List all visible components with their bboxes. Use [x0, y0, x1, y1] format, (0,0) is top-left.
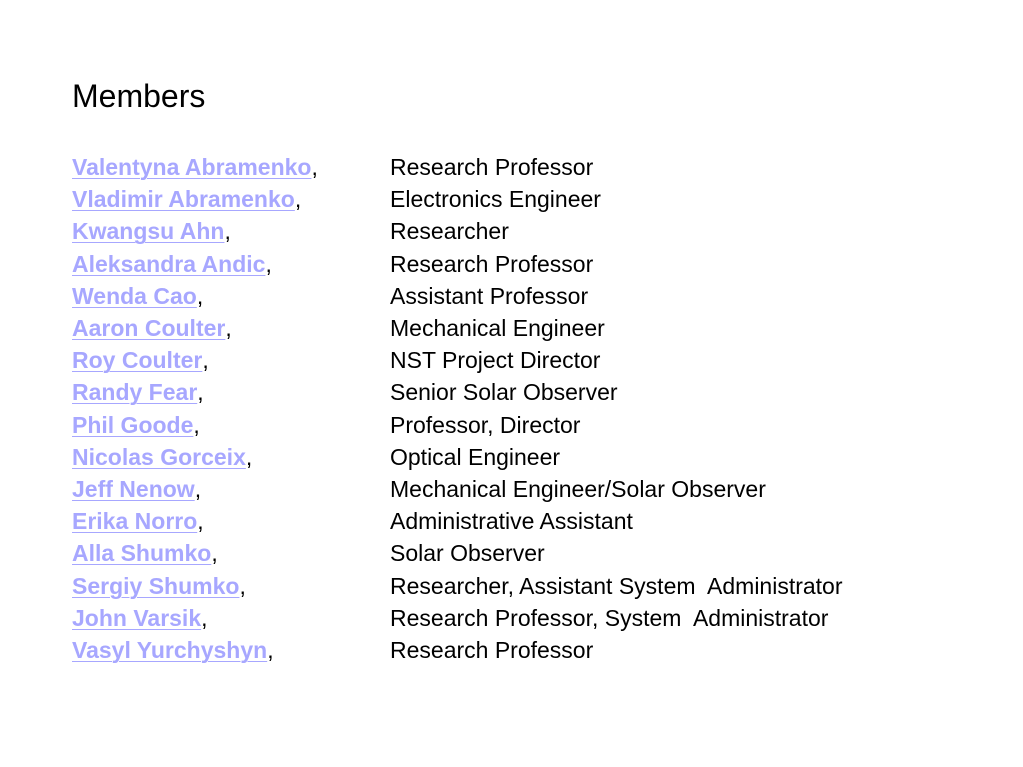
member-role: Senior Solar Observer [390, 379, 618, 406]
member-row [72, 312, 972, 344]
member-name-link[interactable]: Kwangsu Ahn [72, 218, 225, 245]
member-role: Mechanical Engineer [390, 315, 605, 342]
member-separator: , [193, 411, 200, 438]
member-role: Research Professor, System Administrator [390, 604, 829, 631]
member-name-link[interactable]: Nicolas Gorceix [72, 443, 246, 470]
member-name-cell [72, 248, 390, 280]
member-separator: , [265, 250, 272, 277]
member-row [72, 634, 972, 666]
member-role: NST Project Director [390, 347, 601, 374]
member-row [72, 537, 972, 569]
member-name-link[interactable]: Valentyna Abramenko [72, 154, 312, 181]
member-separator: , [245, 443, 253, 470]
member-name-cell [72, 280, 390, 312]
member-name-link[interactable]: Aaron Coulter [72, 315, 226, 342]
member-separator: , [225, 315, 232, 342]
member-separator: , [197, 379, 204, 406]
member-name-link[interactable]: Jeff Nenow [72, 475, 195, 502]
member-name-cell [72, 376, 390, 408]
member-name-cell [72, 441, 390, 473]
member-role: Research Professor [390, 154, 594, 181]
member-row [72, 151, 972, 183]
member-row [72, 409, 972, 441]
member-name-link[interactable]: Vladimir Abramenko [72, 186, 295, 213]
member-separator: , [202, 347, 209, 374]
member-row [72, 183, 972, 215]
member-role: Research Professor [390, 250, 594, 277]
member-row [72, 376, 972, 408]
member-separator: , [201, 604, 208, 631]
member-row [72, 280, 972, 312]
member-row [72, 344, 972, 376]
member-separator: , [211, 540, 218, 567]
member-name-cell [72, 183, 390, 215]
member-role: Optical Engineer [390, 443, 561, 470]
member-row [72, 602, 972, 634]
member-name-cell [72, 344, 390, 376]
member-name-link[interactable]: Erika Norro [72, 508, 198, 535]
member-separator: , [194, 475, 202, 502]
member-separator: , [224, 218, 231, 245]
member-separator: , [311, 154, 318, 181]
member-name-link[interactable]: John Varsik [72, 604, 202, 631]
member-row [72, 215, 972, 247]
member-role: Researcher [390, 218, 509, 245]
member-name-link[interactable]: Vasyl Yurchyshyn [72, 636, 268, 663]
member-row [72, 569, 972, 601]
member-name-cell [72, 570, 390, 602]
member-role: Electronics Engineer [390, 186, 601, 213]
member-role: Research Professor [390, 636, 594, 663]
member-name-cell [72, 312, 390, 344]
page-title: Members [72, 78, 206, 114]
member-name-link[interactable]: Roy Coulter [72, 347, 203, 374]
member-row [72, 473, 972, 505]
member-name-cell [72, 602, 390, 634]
member-separator: , [239, 572, 246, 599]
member-name-link[interactable]: Alla Shumko [72, 540, 212, 567]
member-role: Mechanical Engineer/Solar Observer [390, 475, 766, 502]
member-row [72, 441, 972, 473]
member-name-link[interactable]: Sergiy Shumko [72, 572, 240, 599]
member-role: Solar Observer [390, 540, 545, 567]
member-name-link[interactable]: Wenda Cao [72, 282, 197, 309]
member-separator: , [294, 186, 302, 213]
member-name-cell [72, 409, 390, 441]
member-role: Assistant Professor [390, 282, 589, 309]
member-name-link[interactable]: Aleksandra Andic [72, 250, 266, 277]
member-name-cell [72, 151, 390, 183]
member-list [72, 151, 972, 666]
member-name-link[interactable]: Phil Goode [72, 411, 194, 438]
member-name-cell [72, 473, 390, 505]
member-role: Professor, Director [390, 411, 581, 438]
member-name-cell [72, 215, 390, 247]
member-role: Researcher, Assistant System Administrator [390, 572, 843, 599]
member-name-link[interactable]: Randy Fear [72, 379, 198, 406]
member-name-cell [72, 634, 390, 666]
member-row [72, 248, 972, 280]
member-role: Administrative Assistant [390, 508, 633, 535]
member-separator: , [197, 508, 204, 535]
member-name-cell [72, 537, 390, 569]
member-name-cell [72, 505, 390, 537]
member-separator: , [267, 636, 274, 663]
member-separator: , [196, 282, 204, 309]
member-row [72, 505, 972, 537]
